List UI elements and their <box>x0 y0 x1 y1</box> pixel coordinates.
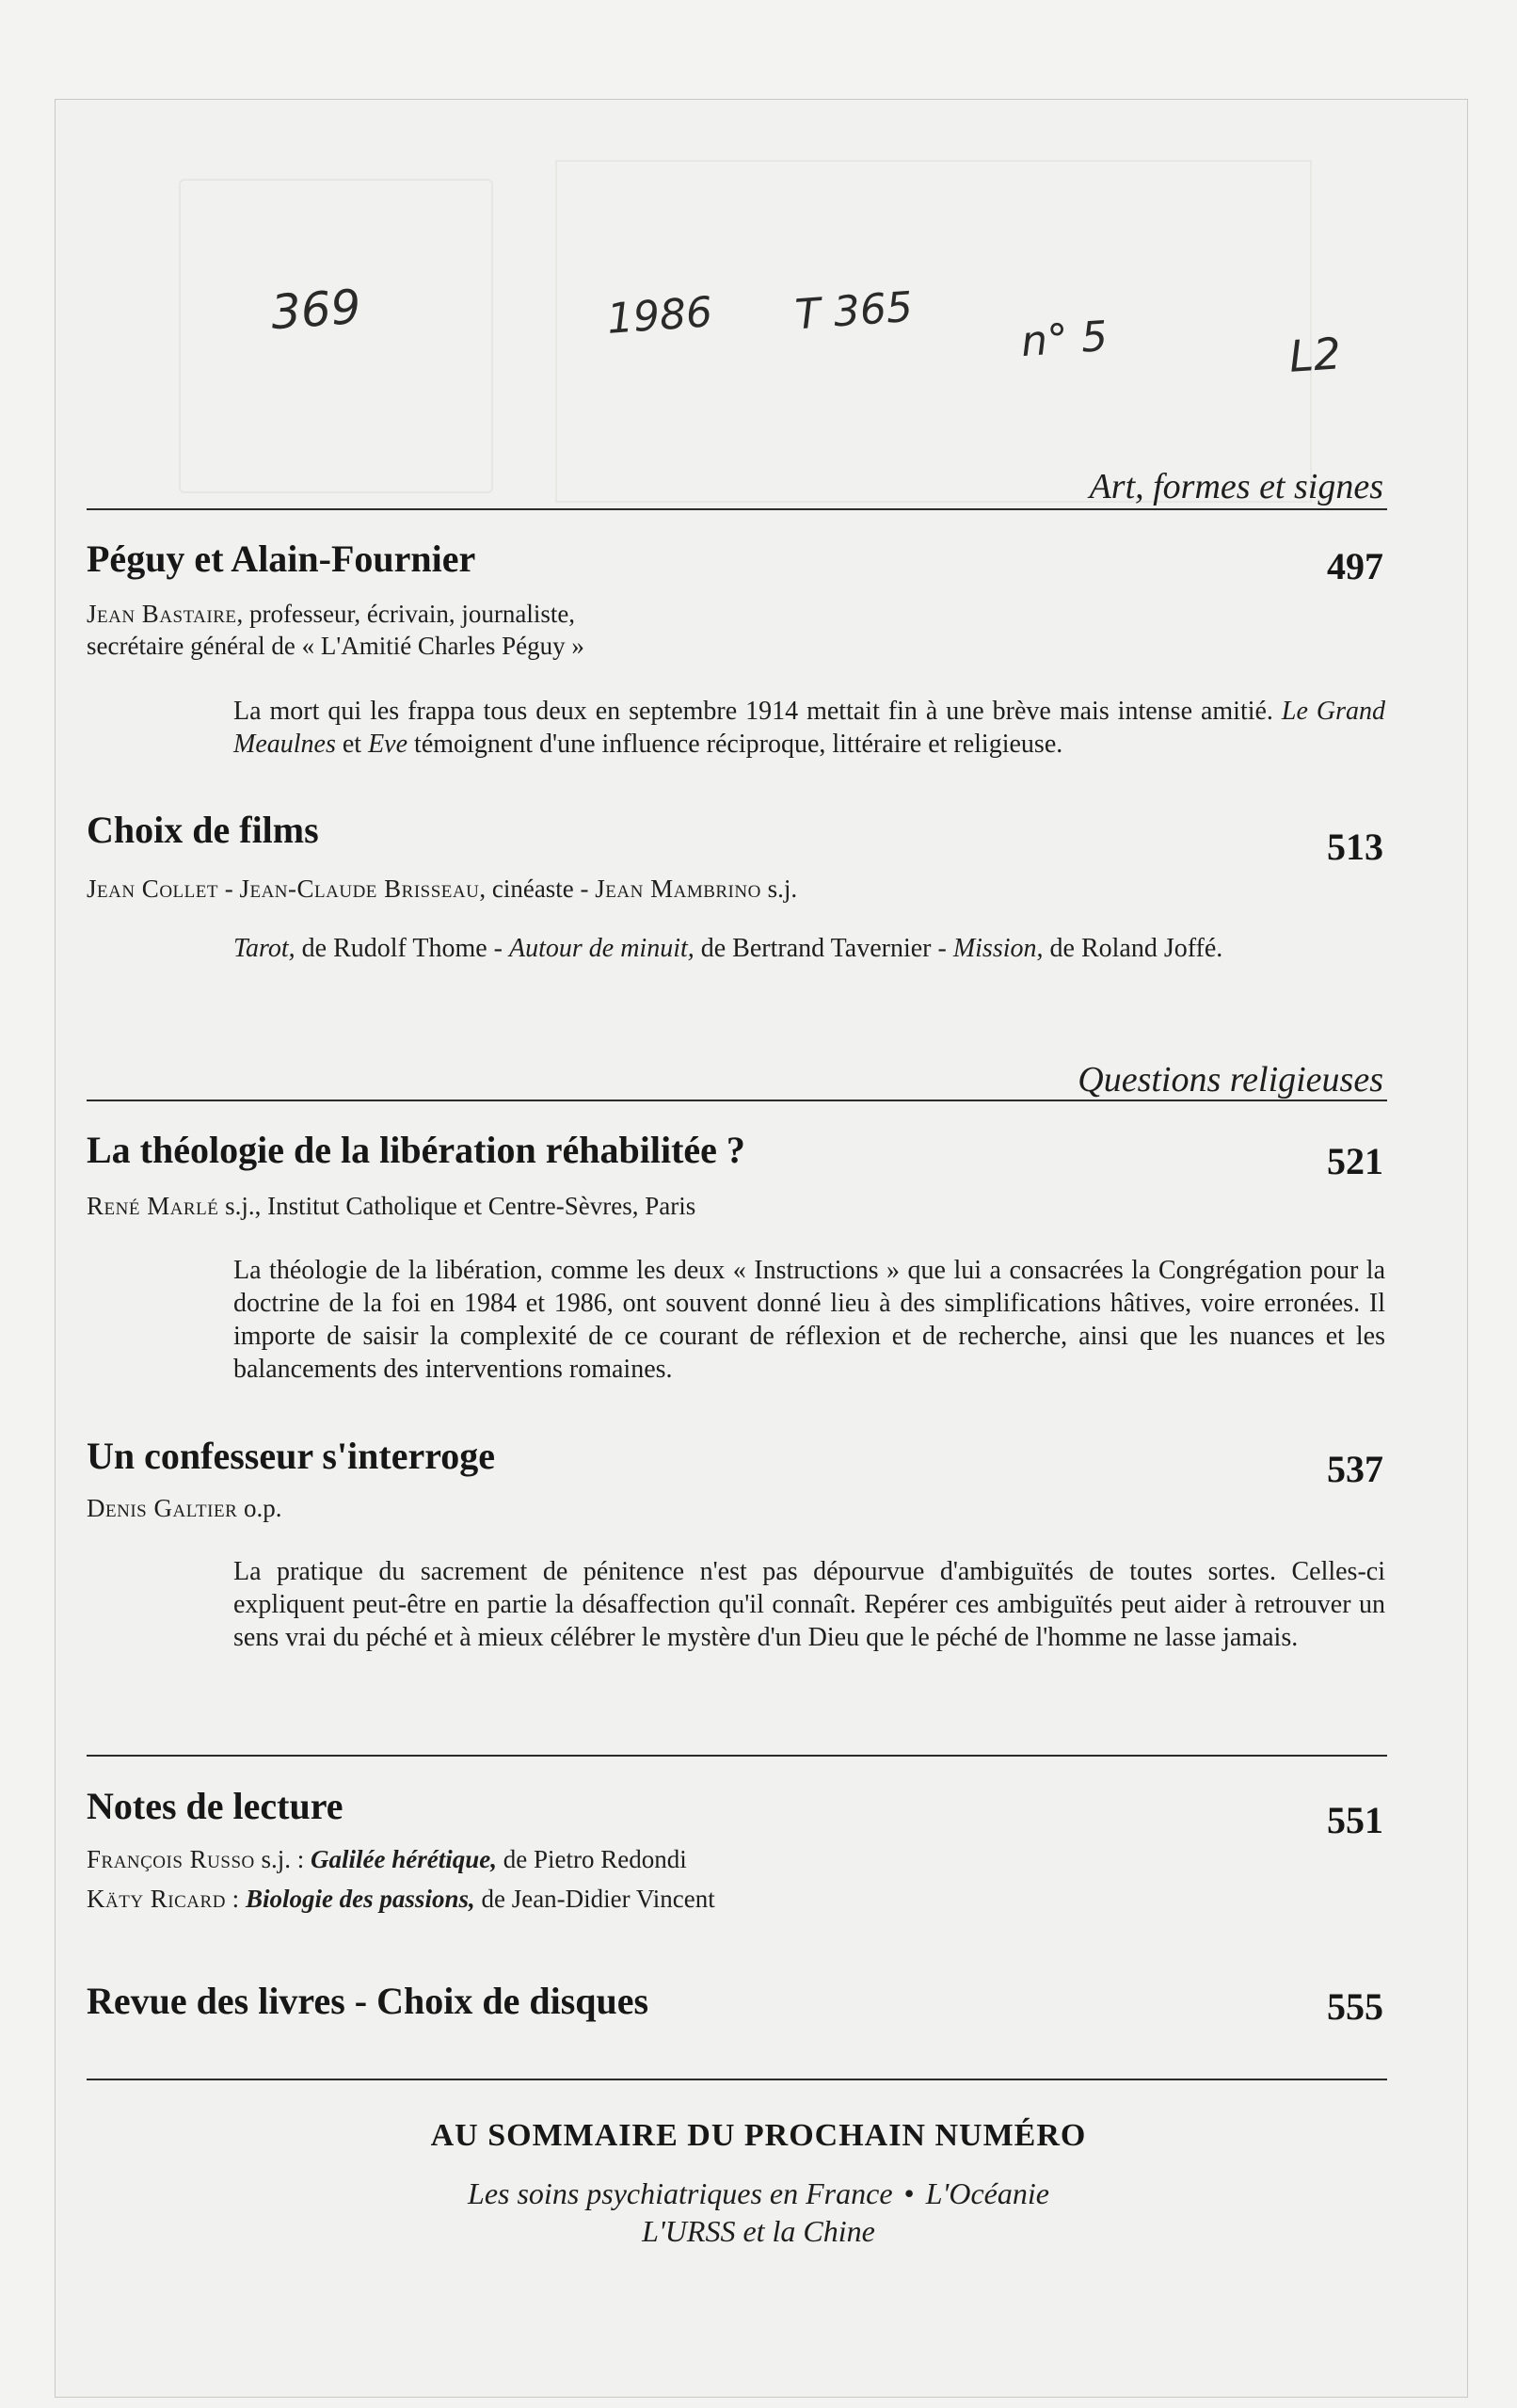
author-role: secrétaire général de « L'Amitié Charles Péguy » <box>87 632 584 660</box>
review-line <box>87 1845 687 1874</box>
film-title: Autour de minuit, <box>508 934 695 963</box>
author-role: s.j., Institut Catholique et Centre-Sèvres, Paris <box>218 1192 696 1220</box>
abstract-text: et <box>335 730 369 759</box>
author-name: François Russo <box>87 1845 255 1873</box>
book-title: Eve <box>368 730 408 759</box>
handwritten-note: n° 5 <box>1019 312 1110 367</box>
next-issue-topics <box>0 2176 1517 2211</box>
handwritten-note: L2 <box>1287 328 1343 382</box>
book-author: de Jean-Didier Vincent <box>474 1885 715 1913</box>
separator: s.j. : <box>254 1845 311 1873</box>
author-name: René Marlé <box>87 1192 219 1220</box>
page-number: 551 <box>1327 1799 1383 1841</box>
book-title: Galilée hérétique, <box>311 1845 497 1873</box>
page-number: 521 <box>1327 1140 1383 1182</box>
page-number: 497 <box>1327 545 1383 587</box>
abstract-text: témoignent d'une influence réciproque, littéraire et religieuse. <box>407 730 1063 759</box>
page-number: 537 <box>1327 1448 1383 1490</box>
entry-title: Péguy et Alain-Fournier <box>87 538 476 580</box>
book-author: de Pietro Redondi <box>497 1845 687 1873</box>
next-issue-topic: L'URSS et la Chine <box>642 2214 875 2248</box>
author-role: s.j. <box>760 875 798 903</box>
film-credit: de Roland Joffé. <box>1043 934 1223 963</box>
section-heading: Questions religieuses <box>1078 1060 1383 1100</box>
entry-title: Notes de lecture <box>87 1785 343 1827</box>
entry-author <box>87 873 1310 905</box>
book-title: Le Grand Meaulnes <box>233 697 1385 759</box>
abstract-text: La mort qui les frappa tous deux en septembre 1914 mettait fin à une brève mais intense amitié. <box>233 697 1282 726</box>
entry-abstract: La théologie de la libération, comme les deux « Instructions » que lui a consacrées la Congrégation pour la doctrine de la foi en 1984 et 1986, ont souvent donné lieu à des simplifications hâtives, voire erronées. Il importe de saisir la complexité de ce courant de réflexion et de recherche, ainsi que les nuances et les balancements des interventions romaines. <box>233 1256 1385 1384</box>
handwritten-note: T 365 <box>793 282 915 340</box>
film-credit: de Rudolf Thome - <box>295 934 509 963</box>
next-issue-heading: AU SOMMAIRE DU PROCHAIN NUMÉRO <box>430 2118 1087 2153</box>
divider <box>87 1100 1387 1101</box>
entry-author <box>87 598 934 662</box>
author-name: Jean Mambrino <box>595 875 761 903</box>
book-title: Biologie des passions, <box>245 1885 475 1913</box>
page-number: 555 <box>1327 1985 1383 2028</box>
separator: : <box>225 1885 246 1913</box>
bleed-through-image <box>179 179 493 493</box>
entry-title: Choix de films <box>87 809 319 851</box>
divider <box>87 508 1387 510</box>
entry-title: Un confesseur s'interroge <box>87 1435 496 1477</box>
next-issue-topic: Les soins psychiatriques en France <box>468 2176 893 2210</box>
author-name: Jean Bastaire <box>87 600 237 628</box>
bullet-icon: • <box>903 2176 915 2210</box>
author-name: Jean-Claude Brisseau <box>239 875 480 903</box>
film-title: Mission, <box>952 934 1044 963</box>
next-issue-topic: L'Océanie <box>925 2176 1049 2210</box>
handwritten-note: 369 <box>269 279 363 341</box>
entry-abstract: La pratique du sacrement de pénitence n'est pas dépourvue d'ambiguïtés de toutes sortes. Celles-ci expliquent peut-être en partie la désaffection qu'il connaît. Repérer ces ambiguïtés peut aider à retrouver un sens vrai du péché et à mieux célébrer le mystère d'un Dieu que le péché de l'homme ne lasse jamais. <box>233 1557 1385 1652</box>
entry-title: La théologie de la libération réhabilitée ? <box>87 1129 745 1171</box>
author-name: Denis Galtier <box>87 1494 238 1522</box>
author-role: o.p. <box>237 1494 282 1522</box>
entry-author <box>87 1492 934 1524</box>
film-title: Tarot, <box>233 934 295 963</box>
entry-author <box>87 1190 1216 1222</box>
divider <box>87 1755 1387 1757</box>
entry-title: Revue des livres - Choix de disques <box>87 1980 649 2022</box>
divider <box>87 2079 1387 2080</box>
author-role: , professeur, écrivain, journaliste, <box>236 600 576 628</box>
author-name: Jean Collet <box>87 875 218 903</box>
page-number: 513 <box>1327 826 1383 868</box>
review-line <box>87 1885 715 1914</box>
film-credit: de Bertrand Tavernier - <box>694 934 953 963</box>
section-heading: Art, formes et signes <box>1089 467 1383 506</box>
author-role: , cinéaste - <box>479 875 596 903</box>
author-name: Käty Ricard <box>87 1885 226 1913</box>
entry-abstract <box>233 695 1385 761</box>
handwritten-note: 1986 <box>605 288 714 344</box>
entry-abstract <box>233 932 1385 965</box>
separator: - <box>217 875 240 903</box>
